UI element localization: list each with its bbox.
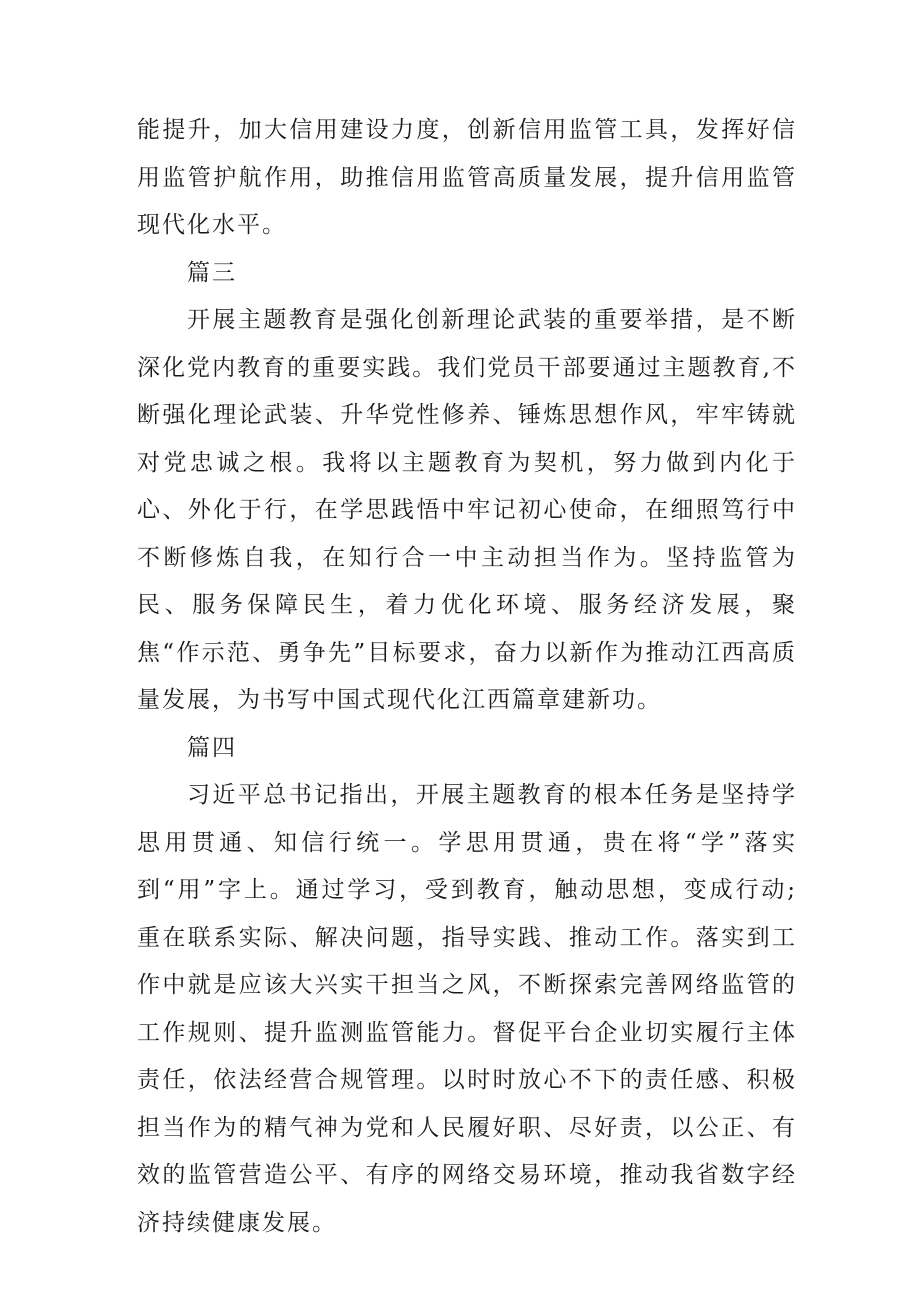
section-paragraph-3: 开展主题教育是强化创新理论武装的重要举措，是不断深化党内教育的重要实践。我们党员干部要通过主题教育,不断强化理论武装、升华党性修养、锤炼思想作风，牢牢铸就对党忠诚之根。我将以主题教育为契机，努力做到内化于心、外化于行，在学思践悟中牢记初心使命，在细照笃行中不断修炼自我，在知行合一中主动担当作为。坚持监管为民、服务保障民生，着力优化环境、服务经济发展，聚焦“作示范、勇争先”目标要求，奋力以新作为推动江西高质量发展，为书写中国式现代化江西篇章建新功。 — [137, 307, 797, 713]
section-heading-3: 篇三 — [187, 259, 237, 286]
section-paragraph-4: 习近平总书记指出，开展主题教育的根本任务是坚持学思用贯通、知信行统一。学思用贯通，贵在将“学”落实到“用”字上。通过学习，受到教育，触动思想，变成行动;重在联系实际、解决问题，指导实践、推动工作。落实到工作中就是应该大兴实干担当之风，不断探索完善网络监管的工作规则、提升监测监管能力。督促平台企业切实履行主体责任，依法经营合规管理。以时时放心不下的责任感、积极担当作为的精气神为党和人民履好职、尽好责，以公正、有效的监管营造公平、有序的网络交易环境，推动我省数字经济持续健康发展。 — [137, 782, 797, 1236]
continued-paragraph: 能提升，加大信用建设力度，创新信用监管工具，发挥好信用监管护航作用，助推信用监管高质量发展，提升信用监管现代化水平。 — [137, 117, 797, 238]
document-page — [137, 107, 797, 1247]
section-heading-4: 篇四 — [187, 734, 237, 761]
